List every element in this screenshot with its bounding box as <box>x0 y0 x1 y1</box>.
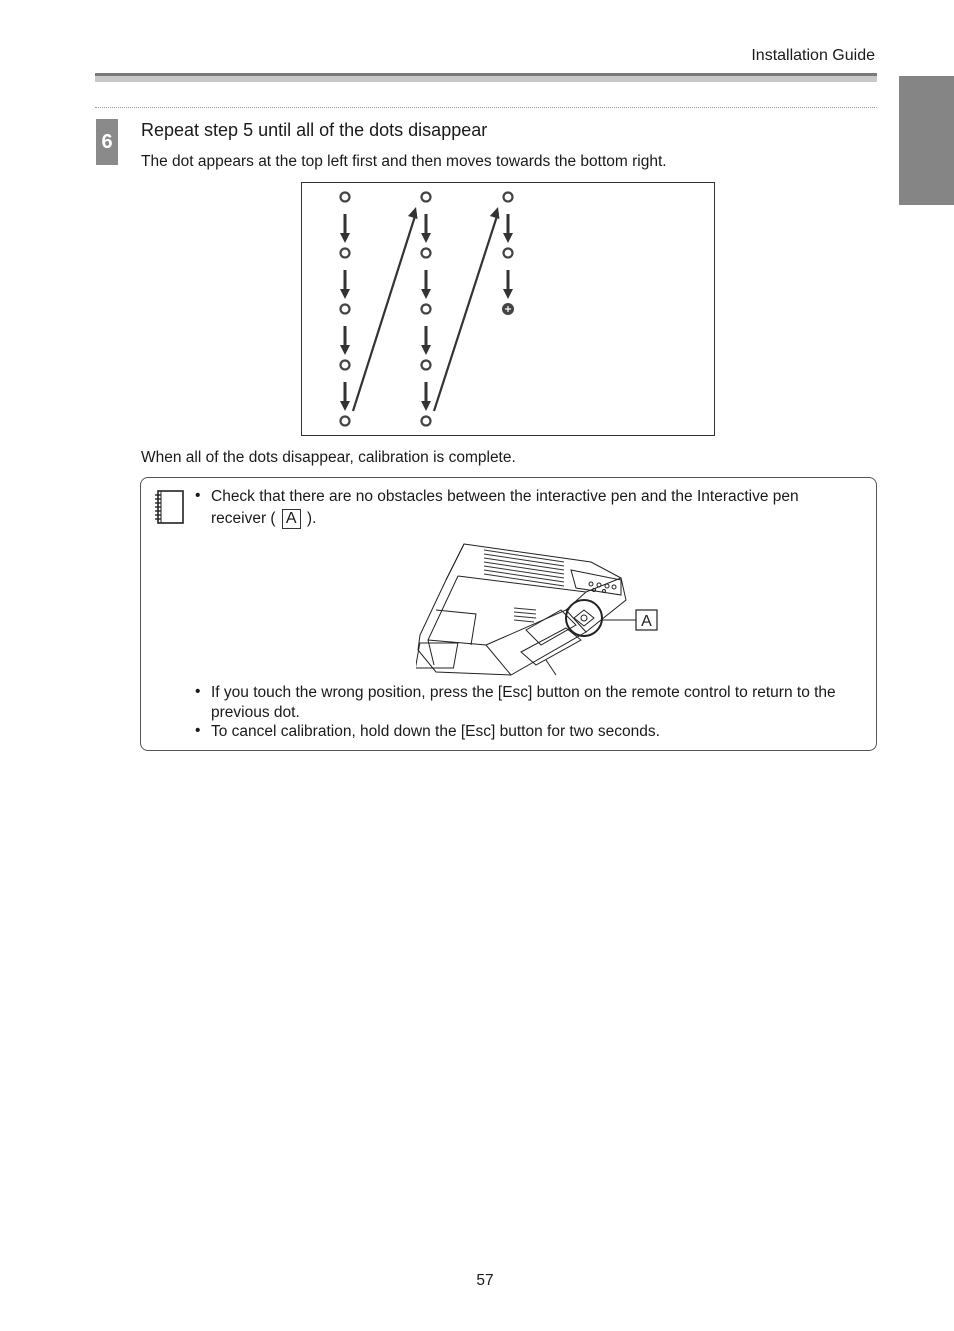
step-title: Repeat step 5 until all of the dots disappear <box>141 120 488 140</box>
calibration-dot <box>504 249 513 258</box>
header-title: Installation Guide <box>751 47 875 64</box>
receiver-text: receiver ( <box>211 510 276 527</box>
down-arrow-head <box>340 401 350 411</box>
note-bullet-2-continued: previous dot. <box>211 704 300 721</box>
dotted-divider <box>95 107 877 108</box>
notebook-icon <box>152 488 186 526</box>
step-description: The dot appears at the top left first and then moves towards the bottom right. <box>141 153 667 170</box>
calibration-dots-graphic <box>302 183 714 435</box>
calibration-dot <box>422 305 431 314</box>
calibration-dot <box>341 417 350 426</box>
calibration-dot <box>341 361 350 370</box>
calibration-dot <box>422 249 431 258</box>
figure-callout-label: A <box>641 613 652 630</box>
calibration-dot <box>341 305 350 314</box>
note-bullet-1-continued <box>211 509 316 529</box>
completion-text: When all of the dots disappear, calibration is complete. <box>141 449 516 466</box>
calibration-dots-diagram <box>301 182 715 436</box>
projector-illustration <box>416 540 661 678</box>
down-arrow-head <box>340 233 350 243</box>
down-arrow-head <box>340 345 350 355</box>
header-rule <box>95 73 877 82</box>
down-arrow-head <box>340 289 350 299</box>
calibration-dot <box>422 361 431 370</box>
note-bullet-1 <box>211 487 851 507</box>
step-number-badge: 6 <box>96 119 118 165</box>
diagonal-arrow-head <box>408 207 418 219</box>
note-bullet-3: To cancel calibration, hold down the [Esc] button for two seconds. <box>211 723 660 740</box>
diagonal-arrow-shaft <box>353 213 416 411</box>
chapter-side-tab <box>899 76 954 205</box>
down-arrow-head <box>503 289 513 299</box>
note-bullet-1-text: Check that there are no obstacles between the interactive pen and the Interactive pen <box>211 488 799 505</box>
down-arrow-head <box>421 289 431 299</box>
calibration-dot <box>341 193 350 202</box>
down-arrow-head <box>421 233 431 243</box>
calibration-dot <box>504 193 513 202</box>
calibration-dot <box>422 193 431 202</box>
receiver-label-box: A <box>282 509 301 529</box>
down-arrow-head <box>421 401 431 411</box>
page-number: 57 <box>476 1272 494 1289</box>
down-arrow-head <box>503 233 513 243</box>
bullet-marker: • <box>195 722 201 739</box>
receiver-text-end: ). <box>306 510 317 527</box>
diagonal-arrow-shaft <box>434 213 498 411</box>
calibration-dot <box>422 417 431 426</box>
calibration-dot <box>341 249 350 258</box>
note-bullet-2: If you touch the wrong position, press the [Esc] button on the remote control to return to the <box>211 684 836 701</box>
bullet-marker: • <box>195 683 201 700</box>
diagonal-arrow-head <box>490 207 500 219</box>
bullet-marker: • <box>195 487 201 504</box>
down-arrow-head <box>421 345 431 355</box>
